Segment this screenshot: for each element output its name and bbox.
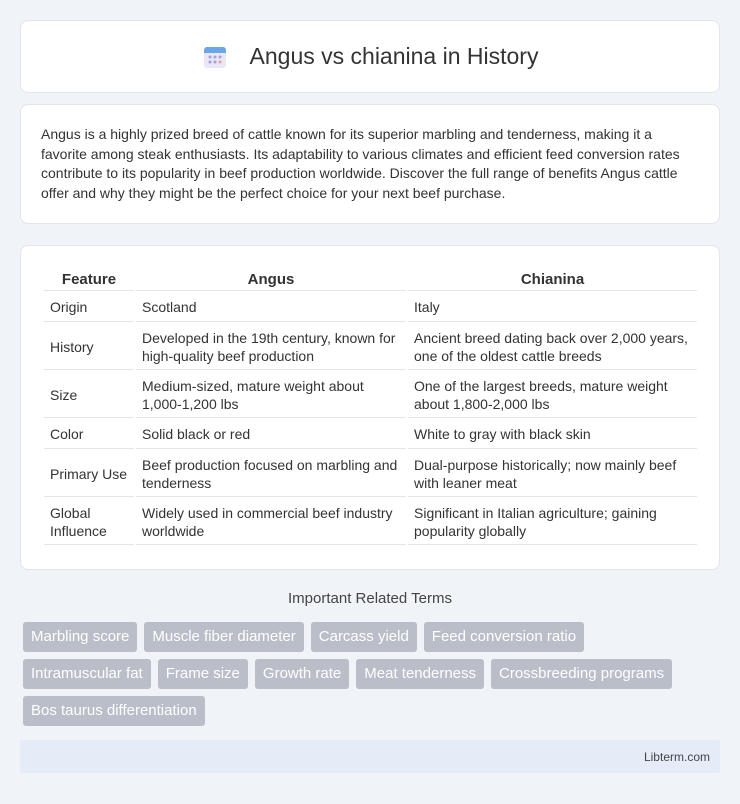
calendar-icon — [202, 44, 228, 70]
comparison-table-card — [20, 245, 720, 570]
related-term-tag[interactable]: Intramuscular fat — [23, 659, 151, 689]
cell-feature: Size — [44, 372, 134, 418]
related-term-tag[interactable]: Bos taurus differentiation — [23, 696, 205, 726]
cell-chianina: White to gray with black skin — [408, 420, 697, 449]
header-card — [20, 20, 720, 93]
related-term-tag[interactable]: Feed conversion ratio — [424, 622, 584, 652]
related-term-tag[interactable]: Crossbreeding programs — [491, 659, 672, 689]
cell-angus: Widely used in commercial beef industry worldwide — [136, 499, 406, 545]
intro-text: Angus is a highly prized breed of cattle known for its superior marbling and tenderness, making it a favorite among steak enthusiasts. Its adaptability to various climates and efficient feed conversion rates contribute to its popularity in beef production worldwide. Discover the full range of benefits Angus cattle offer and why they might be the perfect choice for your next beef purchase. — [41, 126, 680, 201]
table-row — [44, 324, 697, 370]
cell-angus: Solid black or red — [136, 420, 406, 449]
comparison-table — [42, 266, 699, 547]
header-feature: Feature — [44, 268, 134, 291]
cell-chianina: Ancient breed dating back over 2,000 years, one of the oldest cattle breeds — [408, 324, 697, 370]
header-angus: Angus — [136, 268, 406, 291]
related-term-tag[interactable]: Frame size — [158, 659, 248, 689]
related-term-tag[interactable]: Marbling score — [23, 622, 137, 652]
footer-link[interactable]: Libterm.com — [643, 750, 710, 764]
cell-angus: Scotland — [136, 293, 406, 322]
cell-angus: Medium-sized, mature weight about 1,000-1,200 lbs — [136, 372, 406, 418]
footer — [20, 740, 720, 773]
related-term-tag[interactable]: Meat tenderness — [356, 659, 484, 689]
page-title: Angus vs chianina in History — [249, 43, 539, 69]
cell-angus: Developed in the 19th century, known for high-quality beef production — [136, 324, 406, 370]
table-row — [44, 499, 697, 545]
intro-card — [20, 104, 720, 224]
cell-feature: Global Influence — [44, 499, 134, 545]
cell-chianina: One of the largest breeds, mature weight about 1,800-2,000 lbs — [408, 372, 697, 418]
cell-chianina: Dual-purpose historically; now mainly beef with leaner meat — [408, 451, 697, 497]
cell-feature: Primary Use — [44, 451, 134, 497]
header-chianina: Chianina — [408, 268, 697, 291]
header-inner — [202, 43, 539, 70]
cell-chianina: Significant in Italian agriculture; gaining popularity globally — [408, 499, 697, 545]
related-term-tag[interactable]: Carcass yield — [311, 622, 417, 652]
table-row — [44, 293, 697, 322]
related-term-tag[interactable]: Muscle fiber diameter — [144, 622, 303, 652]
cell-feature: Color — [44, 420, 134, 449]
cell-angus: Beef production focused on marbling and tenderness — [136, 451, 406, 497]
table-row — [44, 451, 697, 497]
related-terms-list — [23, 622, 723, 733]
table-row — [44, 372, 697, 418]
cell-feature: Origin — [44, 293, 134, 322]
table-row — [44, 420, 697, 449]
cell-chianina: Italy — [408, 293, 697, 322]
cell-feature: History — [44, 324, 134, 370]
related-term-tag[interactable]: Growth rate — [255, 659, 349, 689]
related-terms-title: Important Related Terms — [288, 590, 452, 607]
